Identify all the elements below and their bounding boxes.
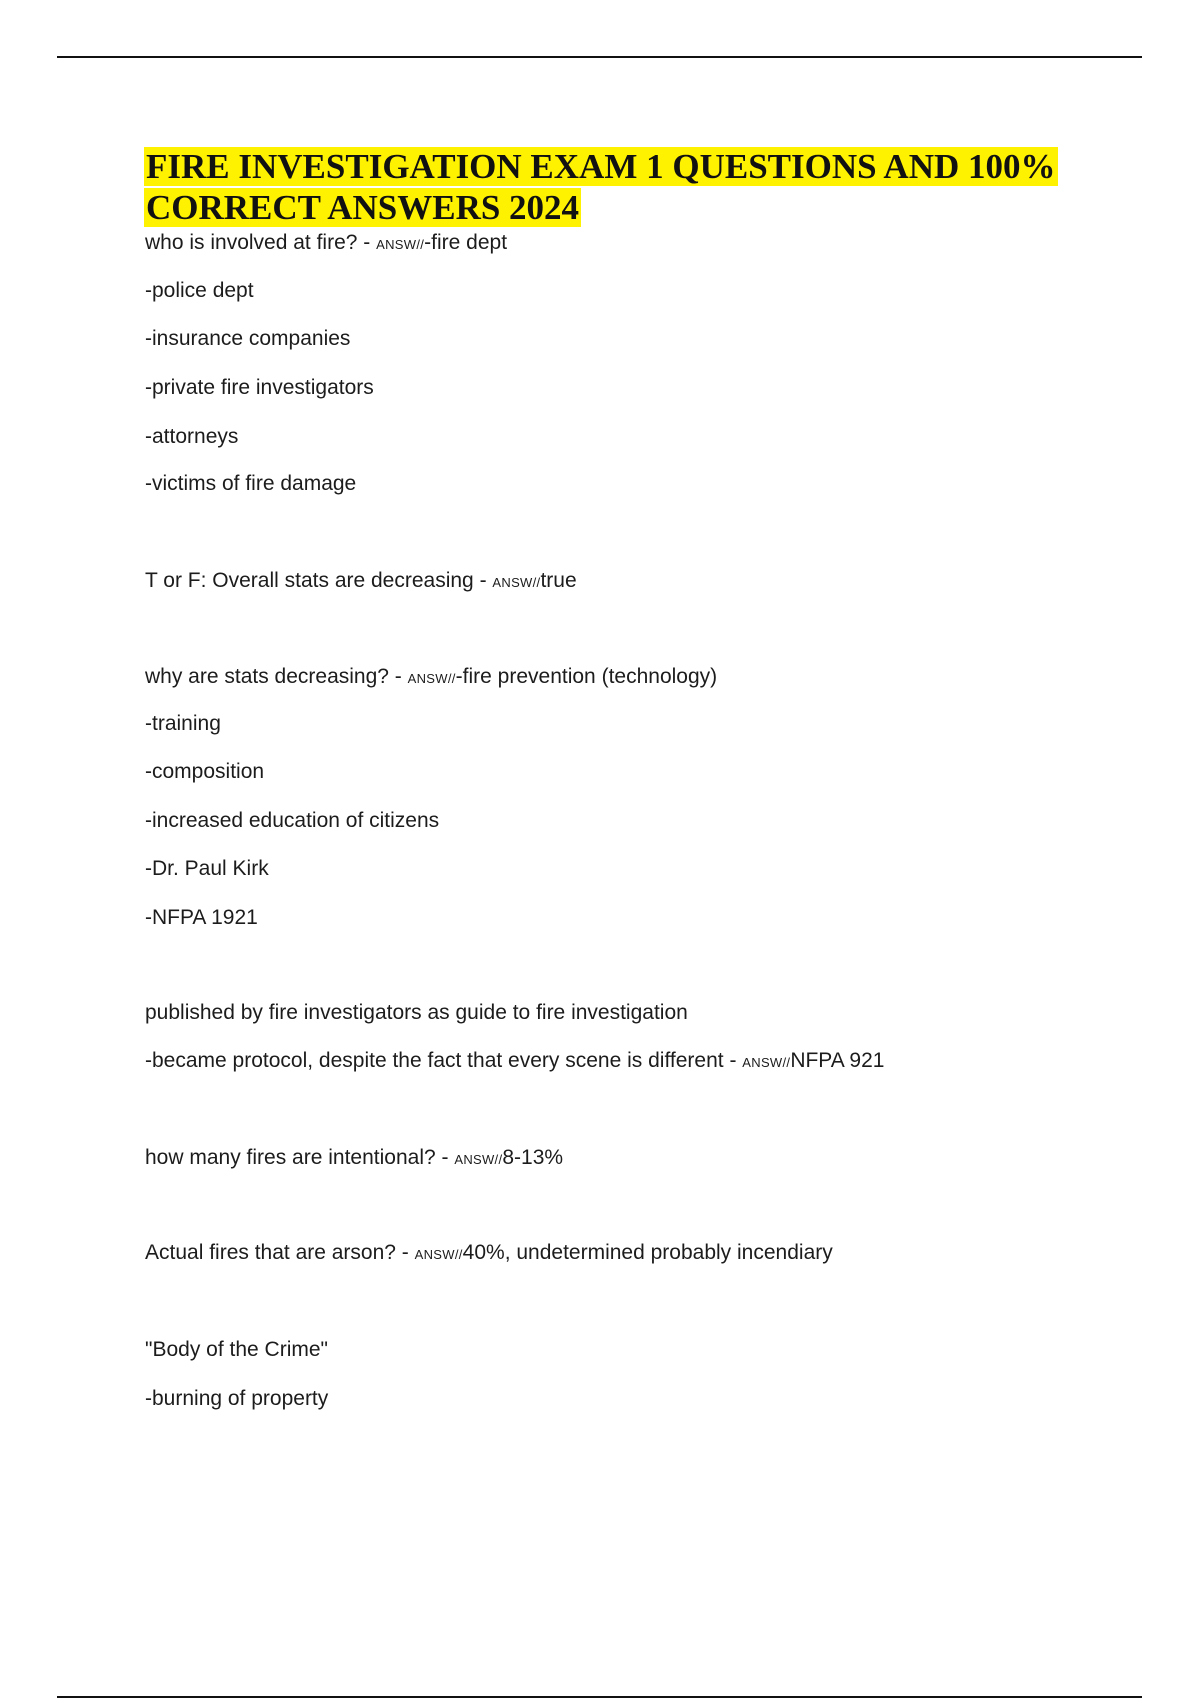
list-item: -increased education of citizens [145,809,440,832]
document-title [144,146,1144,228]
answer-marker: ANSW// [407,671,456,686]
list-item: -composition [145,760,265,783]
question-5: how many fires are intentional? - ANSW//8-13% [145,1146,564,1169]
question-4-line-1: published by fire investigators as guide to fire investigation [145,1001,688,1024]
answer-3: -fire prevention (technology) [455,665,718,688]
answer-2: true [540,569,577,592]
list-item: -victims of fire damage [145,472,357,495]
answer-marker: ANSW// [492,575,541,590]
question-2: T or F: Overall stats are decreasing - ANSW//true [145,569,577,592]
answer-4: NFPA 921 [790,1049,885,1072]
answer-marker: ANSW// [454,1152,503,1167]
list-item: -burning of property [145,1387,329,1410]
answer-marker: ANSW// [742,1055,791,1070]
list-item: -training [145,712,221,735]
question-1: who is involved at fire? - ANSW//-fire dept [145,231,508,254]
title-line-2: CORRECT ANSWERS 2024 [146,188,580,227]
list-item: -Dr. Paul Kirk [145,857,269,880]
list-item: -NFPA 1921 [145,906,258,929]
bottom-rule [57,1696,1142,1698]
list-item: -police dept [145,279,254,302]
question-3: why are stats decreasing? - ANSW//-fire prevention (technology) [145,665,718,688]
question-4-line-2: -became protocol, despite the fact that every scene is different - ANSW//NFPA 921 [145,1049,885,1072]
answer-marker: ANSW// [414,1247,463,1262]
answer-5: 8-13% [502,1146,564,1169]
list-item: -attorneys [145,425,239,448]
title-line-1: FIRE INVESTIGATION EXAM 1 QUESTIONS AND 100% [146,147,1056,186]
answer-1: -fire dept [424,231,508,254]
question-7: "Body of the Crime" [145,1338,328,1361]
list-item: -insurance companies [145,327,351,350]
top-rule [57,56,1142,58]
answer-6: 40%, undetermined probably incendiary [462,1241,833,1264]
question-6: Actual fires that are arson? - ANSW//40%, undetermined probably incendiary [145,1241,833,1264]
list-item: -private fire investigators [145,376,374,399]
answer-marker: ANSW// [376,237,425,252]
